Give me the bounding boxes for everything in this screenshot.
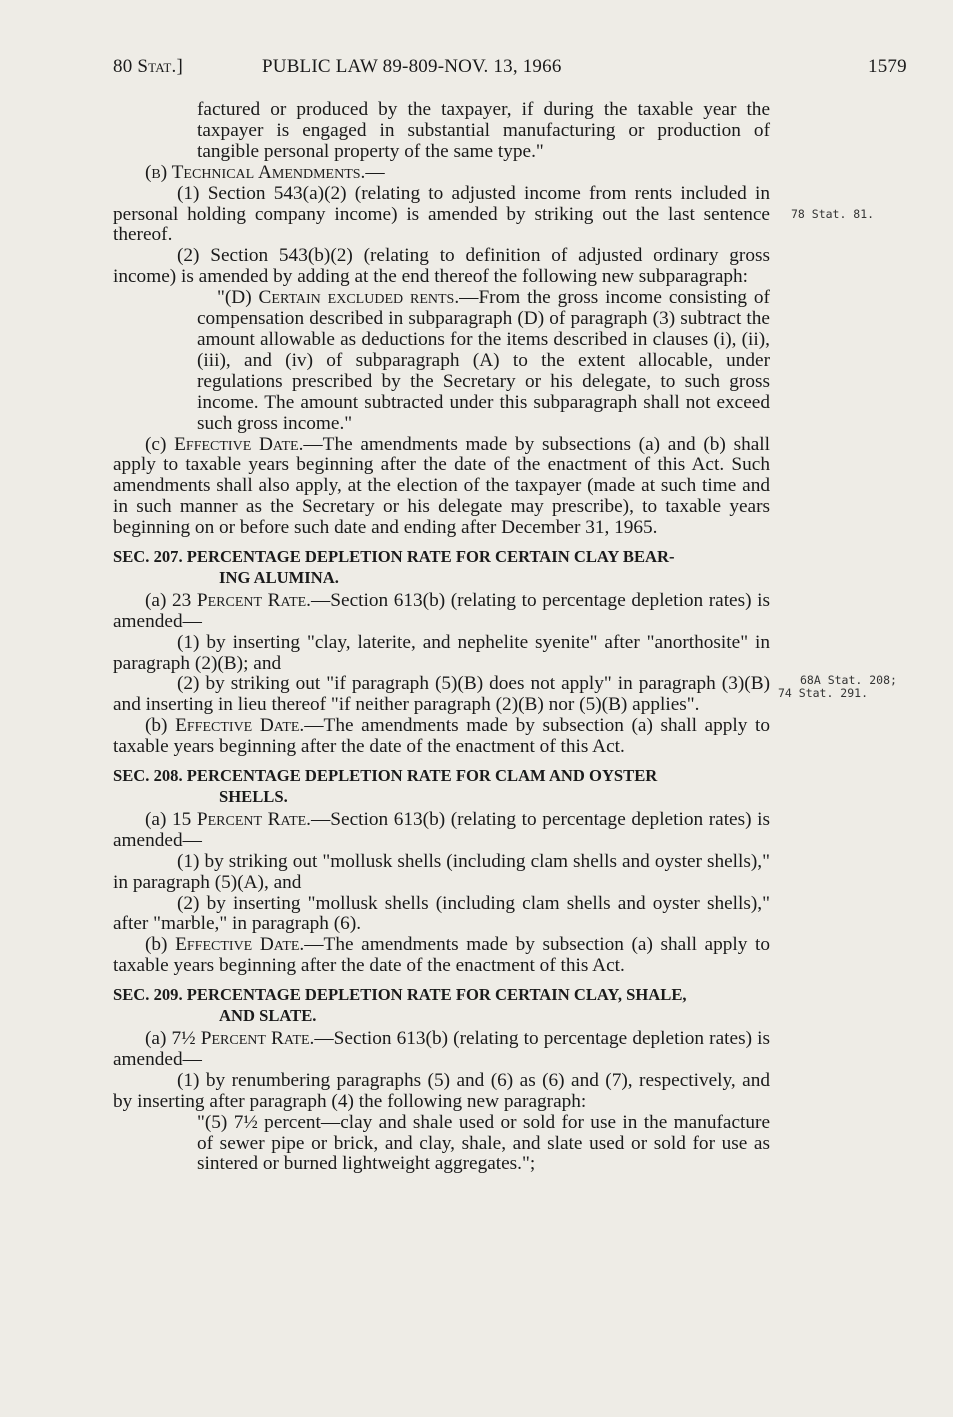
subsection-b-2: (2) Section 543(b)(2) (relating to definition of adjusted ordinary gross income) is amended by adding at the end thereof the following new subparagraph: (113, 245, 770, 288)
section-209-a: (a) 7½ Percent Rate.—Section 613(b) (relating to percentage depletion rates) is amended— (113, 1027, 770, 1070)
section-208-a-1: (1) by striking out "mollusk shells (including clam shells and oyster shells)," in paragraph (5)(A), and (113, 850, 770, 893)
header-title: PUBLIC LAW 89-809-NOV. 13, 1966 (262, 56, 562, 77)
quoted-subparagraph-d: "(D) Certain excluded rents.—From the gross income consisting of compensation described in subparagraph (D) of paragraph (3) subtract the amount allowable as deductions for the items described in clauses (i), (ii), (iii), and (iv) of subparagraph (A) to the extent allocable, under regulations prescribed by the Secretary or his delegate, to such gross income. The amount subtracted under this subparagraph shall not exceed such gross income." (197, 287, 770, 434)
quoted-paragraph-5: "(5) 7½ percent—clay and shale used or sold for use in the manufacture of sewer pipe or brick, and clay, shale, and slate used or sold for use as sintered or burned lightweight aggregates."; (197, 1111, 770, 1175)
section-208-heading: SEC. 208. PERCENTAGE DEPLETION RATE FOR CLAM AND OYSTER SHELLS. (113, 766, 658, 806)
section-208-b: (b) Effective Date.—The amendments made by subsection (a) shall apply to taxable years beginning after the date of the enactment of this Act. (113, 934, 771, 977)
subsection-c: (c) Effective Date.—The amendments made by subsections (a) and (b) shall apply to taxable years beginning after the date of the enactment of this Act. Such amendments shall also apply, at the election of the taxpayer (made at such time and in such manner as the Secretary or his delegate may prescribe), to taxable years beginning on or before such date and ending after December 31, 1965. (113, 433, 770, 539)
margin-note-78-stat: 78 Stat. 81. (791, 207, 875, 221)
page-number: 1579 (868, 56, 907, 77)
section-207-a-1: (1) by inserting "clay, laterite, and nephelite syenite" after "anorthosite" in paragraph (2)(B); and (113, 631, 770, 674)
margin-note-74-stat: 74 Stat. 291. (778, 686, 869, 700)
section-207-b: (b) Effective Date.—The amendments made by subsection (a) shall apply to taxable years beginning after the date of the enactment of this Act. (113, 715, 771, 758)
section-209-heading: SEC. 209. PERCENTAGE DEPLETION RATE FOR CERTAIN CLAY, SHALE, AND SLATE. (113, 985, 687, 1026)
section-207-heading: SEC. 207. PERCENTAGE DEPLETION RATE FOR CERTAIN CLAY BEAR- ING ALUMINA. (113, 547, 675, 587)
subsection-b-heading: (b) Technical Amendments.— (145, 161, 385, 183)
header-stat: 80 Stat.] (113, 56, 183, 77)
paragraph-continuation: factured or produced by the taxpayer, if during the taxable year the taxpayer is engaged in substantial manufacturing or production of tangible personal property of the same type." (197, 99, 770, 162)
margin-note-68a-stat: 68A Stat. 208; (800, 673, 897, 687)
section-207-a-2: (2) by striking out "if paragraph (5)(B) does not apply" in paragraph (3)(B) and inserting in lieu thereof "if neither paragraph (2)(B) nor (5)(B) applies". (113, 673, 770, 716)
section-207-a: (a) 23 Percent Rate.—Section 613(b) (relating to percentage depletion rates) is amended— (113, 589, 770, 632)
section-208-a-2: (2) by inserting "mollusk shells (including clam shells and oyster shells)," after "marble," in paragraph (6). (113, 892, 770, 935)
section-208-a: (a) 15 Percent Rate.—Section 613(b) (relating to percentage depletion rates) is amended— (113, 808, 770, 851)
subsection-b-1: (1) Section 543(a)(2) (relating to adjusted income from rents included in personal holding company income) is amended by striking out the last sentence thereof. (113, 182, 770, 246)
section-209-a-1: (1) by renumbering paragraphs (5) and (6) as (6) and (7), respectively, and by inserting after paragraph (4) the following new paragraph: (113, 1069, 770, 1112)
body-text (113, 100, 770, 1175)
